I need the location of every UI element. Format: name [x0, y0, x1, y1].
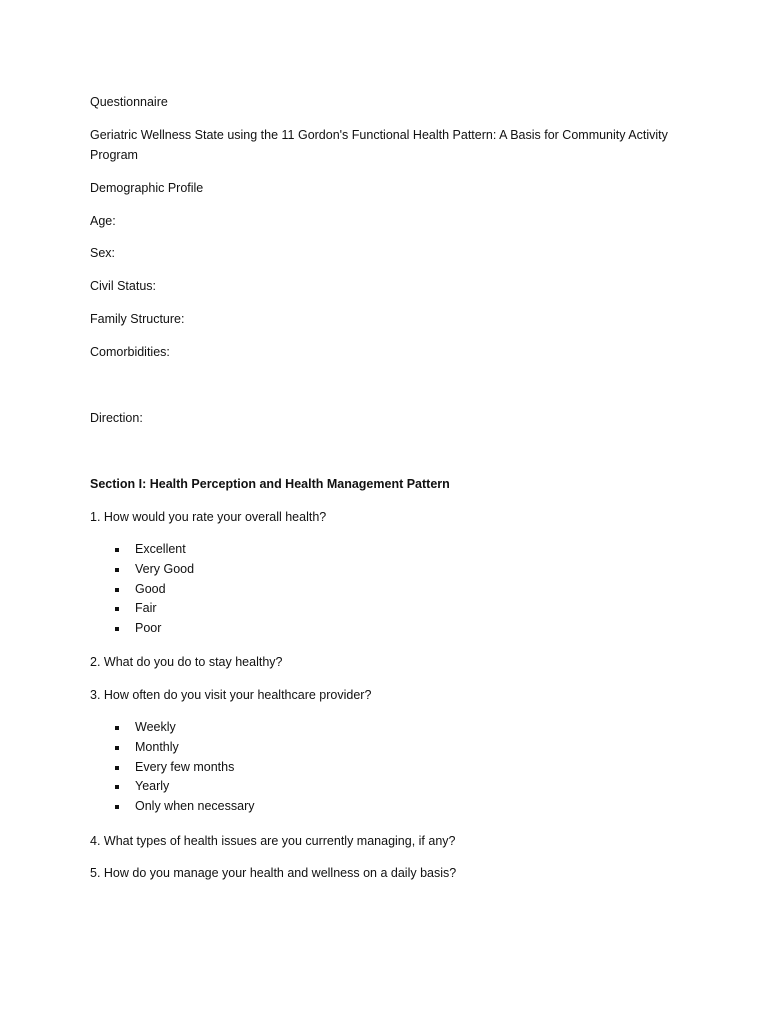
question-1: 1. How would you rate your overall health? [90, 510, 327, 524]
list-item: Poor [90, 619, 194, 639]
field-comorbidities: Comorbidities: [90, 345, 170, 359]
q3-options-list [90, 718, 255, 817]
q1-options-list [90, 540, 194, 639]
field-civil-status: Civil Status: [90, 279, 156, 293]
list-item: Good [90, 580, 194, 600]
question-5: 5. How do you manage your health and wellness on a daily basis? [90, 866, 457, 880]
list-item: Only when necessary [90, 797, 255, 817]
bullet-icon [115, 607, 119, 611]
bullet-icon [115, 548, 119, 552]
doc-title: Geriatric Wellness State using the 11 Gordon's Functional Health Pattern: A Basis for Community Activity Program [90, 128, 668, 162]
demographic-heading: Demographic Profile [90, 181, 204, 195]
bullet-icon [115, 766, 119, 770]
question-3: 3. How often do you visit your healthcare provider? [90, 688, 372, 702]
bullet-icon [115, 568, 119, 572]
question-2: 2. What do you do to stay healthy? [90, 655, 283, 669]
list-item: Excellent [90, 540, 194, 560]
field-sex: Sex: [90, 246, 116, 260]
section-heading: Section I: Health Perception and Health Management Pattern [90, 477, 450, 491]
field-family-structure: Family Structure: [90, 312, 185, 326]
list-item: Fair [90, 599, 194, 619]
list-item: Very Good [90, 560, 194, 580]
question-4: 4. What types of health issues are you currently managing, if any? [90, 834, 456, 848]
bullet-icon [115, 746, 119, 750]
list-item: Yearly [90, 777, 255, 797]
bullet-icon [115, 627, 119, 631]
field-age: Age: [90, 214, 116, 228]
bullet-icon [115, 726, 119, 730]
list-item: Every few months [90, 758, 255, 778]
list-item: Monthly [90, 738, 255, 758]
direction-label: Direction: [90, 411, 143, 425]
list-item: Weekly [90, 718, 255, 738]
bullet-icon [115, 805, 119, 809]
doc-header: Questionnaire [90, 95, 168, 109]
bullet-icon [115, 588, 119, 592]
bullet-icon [115, 785, 119, 789]
